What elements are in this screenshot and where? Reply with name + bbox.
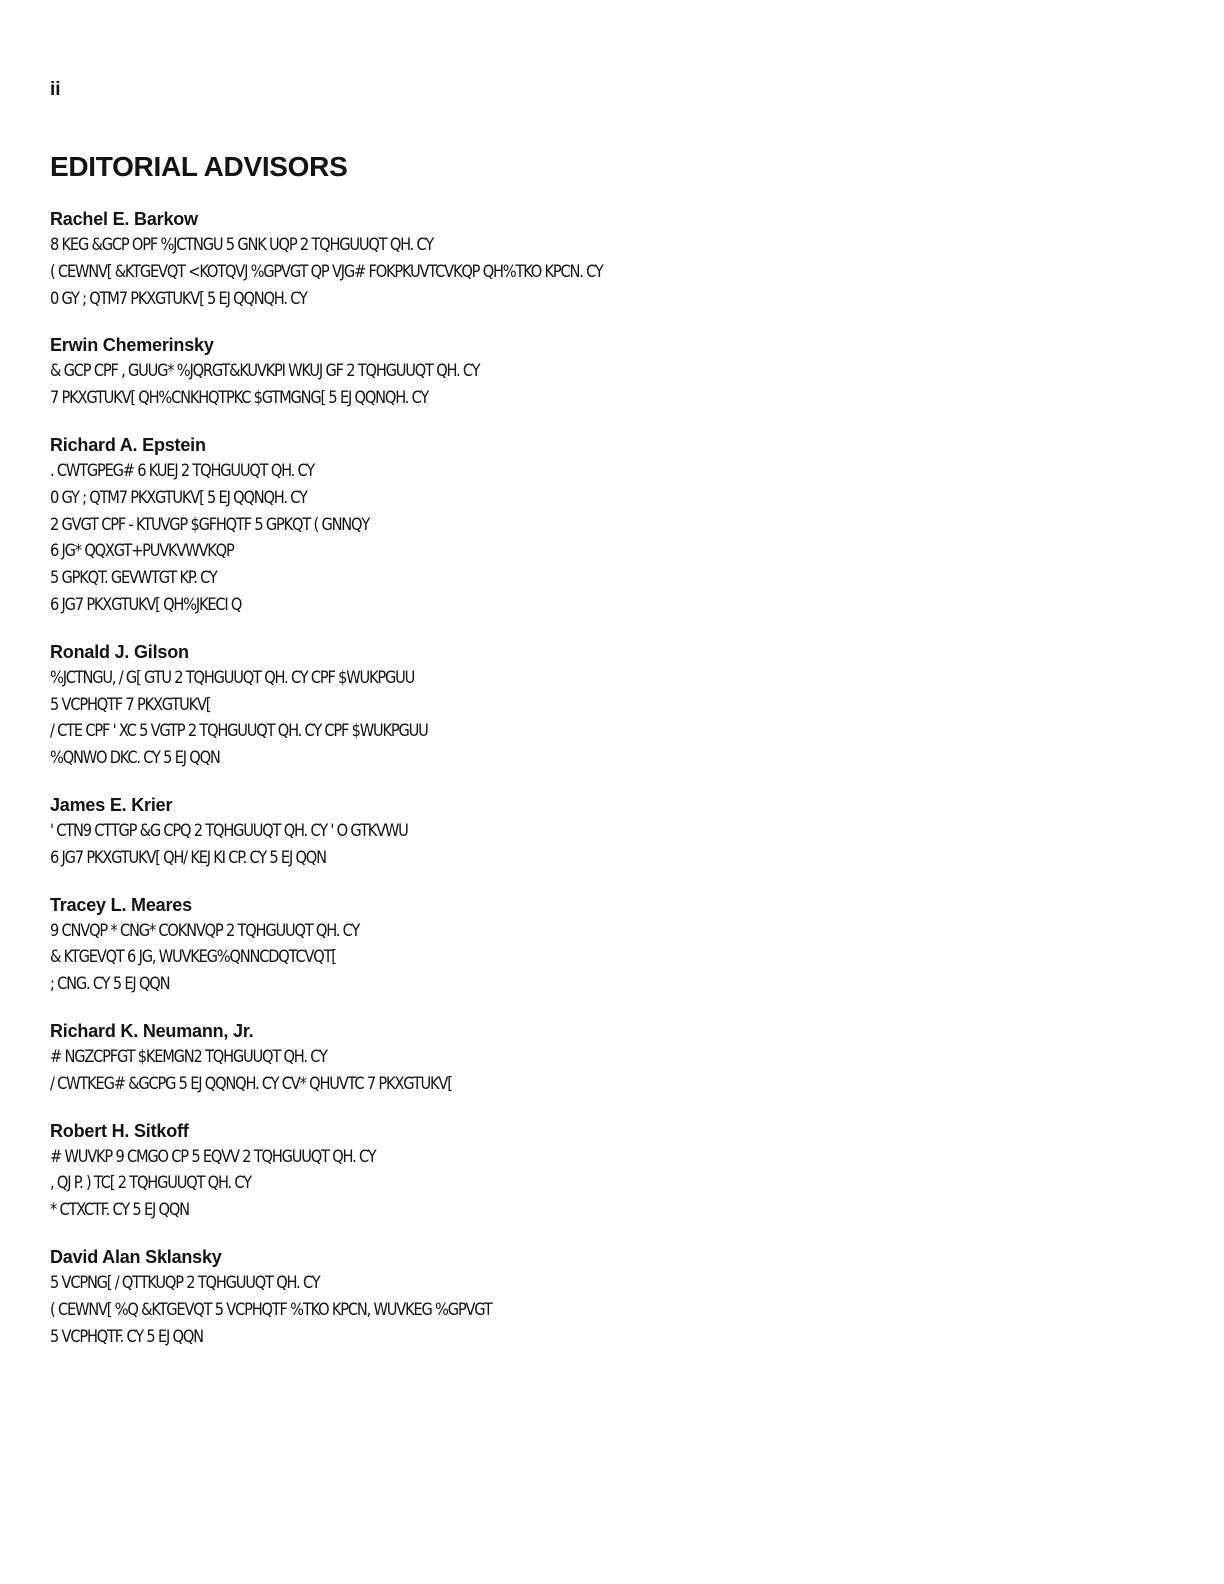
advisor-affiliation-line: # NGZCPFGT $KEMGN2 TQHGUUQT QH. CY [50, 1046, 327, 1067]
advisor-entry [50, 792, 1170, 872]
advisor-entry [50, 206, 1170, 312]
page-number: ii [50, 79, 61, 100]
advisor-affiliation-line: * CTXCTF. CY 5 EJ QQN [50, 1200, 189, 1221]
advisor-affiliation-line: 0 GY ; QTM7 PKXGTUKV[ 5 EJ QQNQH. CY [50, 288, 307, 309]
advisor-affiliation-line: 9 CNVQP * CNG* COKNVQP 2 TQHGUUQT QH. CY [50, 920, 360, 941]
advisor-entry [50, 892, 1170, 998]
advisor-affiliation-line: 6 JG7 PKXGTUKV[ QH%JKECI Q [50, 594, 242, 615]
advisor-affiliation-line: ( CEWNV[ %Q &KTGEVQT 5 VCPHQTF %TKO KPCN, WUVKEG %GPVGT [50, 1299, 492, 1320]
section-title: EDITORIAL ADVISORS [50, 151, 348, 182]
advisor-affiliation-line: 8 KEG &GCP OPF %JCTNGU 5 GNK UQP 2 TQHGUUQT QH. CY [50, 235, 434, 255]
advisor-affiliation-line: . CWTGPEG# 6 KUEJ 2 TQHGUUQT QH. CY [50, 460, 315, 481]
advisor-entry [50, 432, 1170, 619]
advisor-name: Robert H. Sitkoff [50, 1120, 189, 1141]
advisor-name: James E. Krier [50, 794, 173, 815]
advisor-entry [50, 639, 1170, 772]
advisor-entry [50, 332, 1170, 412]
document-page [50, 78, 1170, 1370]
advisor-affiliation-line: 6 JG7 PKXGTUKV[ QH/ KEJ KI CP. CY 5 EJ QQN [50, 847, 326, 868]
advisor-affiliation-line: , QJ P. ) TC[ 2 TQHGUUQT QH. CY [50, 1173, 251, 1194]
advisor-name: Rachel E. Barkow [50, 209, 198, 229]
advisor-affiliation-line: 5 VCPNG[ / QTTKUQP 2 TQHGUUQT QH. CY [50, 1272, 320, 1293]
advisor-name: David Alan Sklansky [50, 1246, 222, 1267]
advisor-affiliation-line: 5 VCPHQTF. CY 5 EJ QQN [50, 1326, 203, 1347]
advisor-affiliation-line: 7 PKXGTUKV[ QH%CNKHQTPKC $GTMGNG[ 5 EJ QQNQH. CY [50, 388, 429, 409]
advisor-affiliation-line: 0 GY ; QTM7 PKXGTUKV[ 5 EJ QQNQH. CY [50, 487, 307, 508]
advisor-affiliation-line: & KTGEVQT 6 JG, WUVKEG%QNNCDQTCVQT[ [50, 947, 336, 968]
advisor-affiliation-line: 2 GVGT CPF - KTUVGP $GFHQTF 5 GPKQT ( GNNQY [50, 514, 370, 535]
advisor-affiliation-line: %JCTNGU, / G[ GTU 2 TQHGUUQT QH. CY CPF $WUKPGUU [50, 667, 415, 688]
advisor-name: Ronald J. Gilson [50, 641, 189, 662]
advisor-affiliation-line: 6 JG* QQXGT+PUVKVWVKQP [50, 541, 234, 562]
advisor-entry [50, 1018, 1170, 1098]
advisor-name: Richard A. Epstein [50, 434, 206, 455]
advisor-name: Richard K. Neumann, Jr. [50, 1020, 254, 1041]
advisors-list [50, 206, 1170, 1350]
advisor-entry [50, 1244, 1170, 1350]
advisor-name: Tracey L. Meares [50, 894, 192, 915]
advisor-affiliation-line: ' CTN9 CTTGP &G CPQ 2 TQHGUUQT QH. CY ' O GTKVWU [50, 820, 408, 841]
advisor-affiliation-line: # WUVKP 9 CMGO CP 5 EQVV 2 TQHGUUQT QH. CY [50, 1146, 376, 1167]
advisor-affiliation-line: / CTE CPF ' XC 5 VGTP 2 TQHGUUQT QH. CY CPF $WUKPGUU [50, 721, 428, 742]
advisor-name: Erwin Chemerinsky [50, 335, 214, 356]
advisor-affiliation-line: %QNWO DKC. CY 5 EJ QQN [50, 748, 220, 769]
advisor-affiliation-line: / CWTKEG# &GCPG 5 EJ QQNQH. CY CV* QHUVTC 7 PKXGTUKV[ [50, 1073, 452, 1094]
advisor-affiliation-line: 5 VCPHQTF 7 PKXGTUKV[ [50, 694, 211, 715]
advisor-affiliation-line: 5 GPKQT. GEVWTGT KP. CY [50, 568, 217, 589]
advisor-affiliation-line: ; CNG. CY 5 EJ QQN [50, 974, 170, 995]
advisor-entry [50, 1118, 1170, 1224]
advisor-affiliation-line: & GCP CPF , GUUG* %JQRGT&KUVKPI WKUJ GF 2 TQHGUUQT QH. CY [50, 361, 480, 382]
advisor-affiliation-line: ( CEWNV[ &KTGEVQT <KOTQVJ %GPVGT QP VJG# FOKPKUVTCVKQP QH%TKO KPCN. CY [50, 261, 603, 282]
